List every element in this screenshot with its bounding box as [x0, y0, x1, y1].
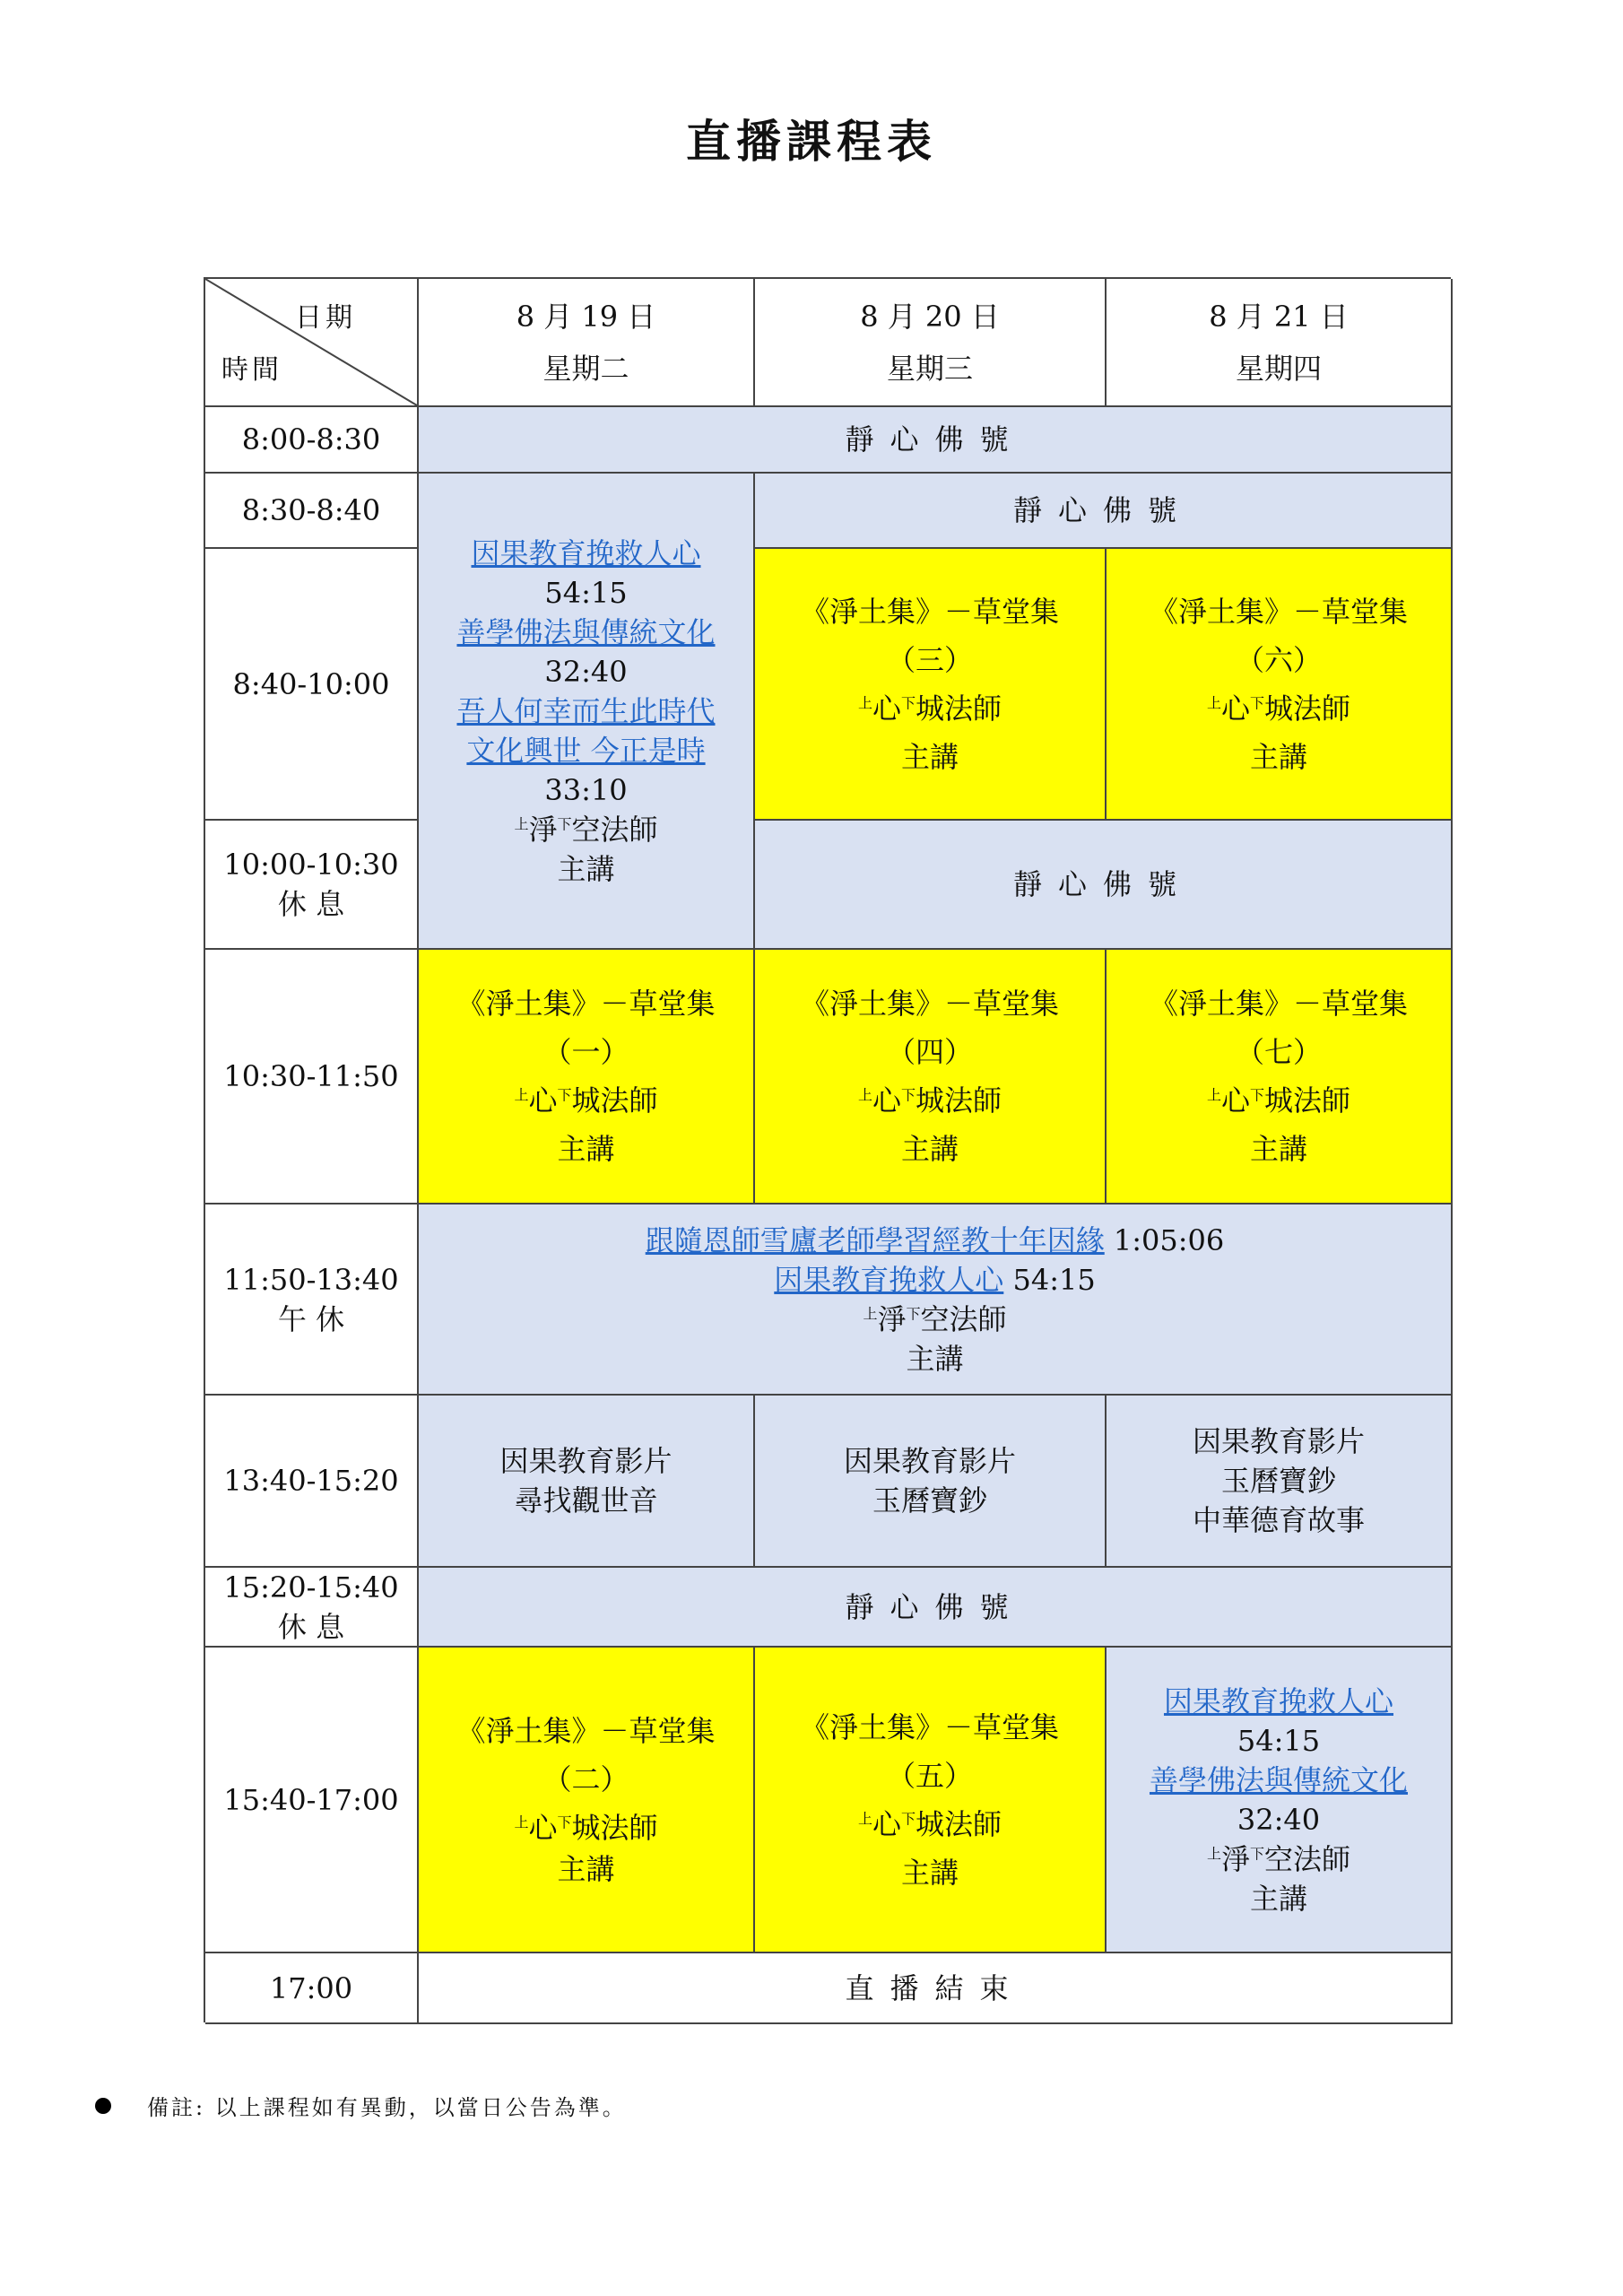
- time-note: 休 息: [277, 887, 345, 921]
- duration: 1:05:06: [1113, 1222, 1225, 1257]
- buddha-recitation-cell: [419, 1568, 1453, 1648]
- buddha-recitation-label: 靜心佛號: [1012, 867, 1193, 901]
- teacher: $^上$心$^下$城法師: [857, 691, 1002, 726]
- film-cell: [1107, 1396, 1453, 1568]
- time-label: 8:40-10:00: [232, 666, 390, 701]
- time-cell: [205, 1568, 419, 1648]
- buddha-recitation-cell: [755, 474, 1453, 549]
- footnote-text: 備註: 以上課程如有異動，以當日公告為準。: [147, 2095, 627, 2120]
- day-header-1: [419, 279, 755, 407]
- time-cell: [205, 1396, 419, 1568]
- film-cell: [755, 1396, 1107, 1568]
- time-label: 13:40-15:20: [223, 1464, 399, 1498]
- time-label: 17:00: [269, 1970, 353, 2005]
- buddha-recitation-label: 靜心佛號: [1012, 493, 1193, 527]
- bullet-icon: [95, 2098, 111, 2114]
- duration: 33:10: [544, 772, 628, 807]
- session-title: 《淨土集》－草堂集: [1149, 594, 1408, 629]
- corner-time-label: 時間: [221, 354, 282, 386]
- teacher: $^上$心$^下$城法師: [514, 1083, 658, 1118]
- video-link[interactable]: 吾人何幸而生此時代: [456, 693, 716, 728]
- schedule-table: [204, 277, 1451, 2022]
- session-title: 《淨土集》－草堂集: [800, 594, 1059, 629]
- lecture-label: 主講: [900, 739, 959, 774]
- buddha-recitation-cell: [755, 821, 1453, 950]
- lecture-label: 主講: [900, 1855, 959, 1890]
- session-part: （三）: [886, 642, 973, 677]
- day-weekday: 星期四: [1235, 351, 1322, 386]
- session-title: 《淨土集》－草堂集: [800, 1709, 1059, 1744]
- session-part: （四）: [886, 1035, 973, 1069]
- session-cell: [419, 950, 755, 1205]
- time-note: 午 休: [277, 1301, 345, 1336]
- session-title: 《淨土集》－草堂集: [456, 987, 716, 1021]
- lecture-cell-col1-morning: [419, 474, 755, 950]
- film-title: 玉曆寶鈔: [1220, 1464, 1336, 1498]
- footnote: [95, 2090, 627, 2121]
- time-label: 15:40-17:00: [223, 1782, 399, 1817]
- film-label: 因果教育影片: [1192, 1424, 1365, 1458]
- time-cell: [205, 821, 419, 950]
- session-cell: [755, 549, 1107, 821]
- session-title: 《淨土集》－草堂集: [1149, 987, 1408, 1021]
- day-header-2: [755, 279, 1107, 407]
- day-weekday: 星期三: [886, 351, 973, 386]
- film-label: 因果教育影片: [499, 1444, 673, 1478]
- teacher: $^上$淨$^下$空法師: [514, 812, 658, 847]
- duration: 54:15: [544, 575, 628, 610]
- film-title: 尋找觀世音: [514, 1483, 658, 1518]
- day-date: 8 月 20 日: [860, 299, 1000, 334]
- time-cell: [205, 407, 419, 474]
- session-cell: [419, 1648, 755, 1953]
- time-cell: [205, 1648, 419, 1953]
- lecture-label: 主講: [900, 1132, 959, 1166]
- video-link[interactable]: 因果教育挽救人心: [1163, 1683, 1393, 1718]
- session-part: （七）: [1235, 1035, 1322, 1069]
- time-label: 10:00-10:30: [223, 848, 399, 882]
- film-title: 玉曆寶鈔: [872, 1483, 987, 1518]
- session-part: （五）: [886, 1758, 973, 1793]
- session-cell: [755, 950, 1107, 1205]
- time-label: 10:30-11:50: [223, 1059, 399, 1093]
- film-title: 中華德育故事: [1192, 1503, 1365, 1537]
- session-part: （一）: [542, 1035, 629, 1069]
- time-cell: [205, 549, 419, 821]
- time-label: 15:20-15:40: [223, 1570, 399, 1605]
- video-link[interactable]: 因果教育挽救人心: [774, 1262, 1004, 1297]
- day-weekday: 星期二: [542, 351, 629, 386]
- corner-date-label: 日期: [295, 302, 356, 334]
- time-label: 8:00-8:30: [241, 422, 381, 457]
- video-link[interactable]: 文化興世 今正是時: [466, 733, 706, 768]
- buddha-recitation-label: 靜心佛號: [845, 1589, 1025, 1624]
- lecture-label: 主講: [1249, 1132, 1307, 1166]
- film-cell: [419, 1396, 755, 1568]
- time-label: 11:50-13:40: [223, 1262, 399, 1297]
- day-date: 8 月 19 日: [516, 299, 656, 334]
- lecture-cell-col3-afternoon: [1107, 1648, 1453, 1953]
- time-cell: [205, 950, 419, 1205]
- session-cell: [1107, 549, 1453, 821]
- teacher: $^上$淨$^下$空法師: [863, 1301, 1007, 1336]
- teacher: $^上$心$^下$城法師: [1206, 1083, 1351, 1118]
- teacher: $^上$心$^下$城法師: [514, 1810, 658, 1845]
- lecture-label: 主講: [1249, 739, 1307, 774]
- buddha-recitation-label: 靜心佛號: [845, 422, 1025, 457]
- video-link[interactable]: 善學佛法與傳統文化: [456, 614, 716, 649]
- buddha-recitation-cell: [419, 407, 1453, 474]
- teacher: $^上$心$^下$城法師: [857, 1083, 1002, 1118]
- session-cell: [1107, 950, 1453, 1205]
- time-cell: [205, 474, 419, 549]
- session-part: （六）: [1235, 642, 1322, 677]
- lecture-label: 主講: [1249, 1881, 1307, 1916]
- duration: 54:15: [1012, 1262, 1096, 1297]
- teacher: $^上$心$^下$城法師: [1206, 691, 1351, 726]
- teacher: $^上$心$^下$城法師: [857, 1806, 1002, 1841]
- day-header-3: [1107, 279, 1453, 407]
- time-cell: [205, 1205, 419, 1396]
- video-link[interactable]: 跟隨恩師雪廬老師學習經教十年因緣: [645, 1222, 1105, 1257]
- lecture-label: 主講: [906, 1341, 964, 1376]
- teacher: $^上$淨$^下$空法師: [1206, 1841, 1351, 1876]
- corner-cell: [205, 279, 419, 407]
- duration: 32:40: [544, 654, 628, 689]
- lecture-label: 主講: [557, 851, 615, 886]
- noon-lecture-cell: [419, 1205, 1453, 1396]
- time-label: 8:30-8:40: [241, 493, 381, 527]
- time-note: 休 息: [277, 1609, 345, 1644]
- session-title: 《淨土集》－草堂集: [456, 1713, 716, 1748]
- duration: 32:40: [1237, 1802, 1321, 1837]
- page-title: 直播課程表: [686, 115, 937, 168]
- film-label: 因果教育影片: [843, 1444, 1016, 1478]
- session-cell: [755, 1648, 1107, 1953]
- video-link[interactable]: 因果教育挽救人心: [471, 535, 701, 570]
- end-label: 直播結束: [845, 1970, 1025, 2005]
- session-title: 《淨土集》－草堂集: [800, 987, 1059, 1021]
- lecture-label: 主講: [557, 1132, 615, 1166]
- duration: 54:15: [1237, 1723, 1321, 1758]
- lecture-label: 主講: [557, 1851, 615, 1886]
- end-cell: [419, 1953, 1453, 2024]
- session-part: （二）: [542, 1761, 629, 1796]
- day-date: 8 月 21 日: [1209, 299, 1349, 334]
- time-cell: [205, 1953, 419, 2024]
- video-link[interactable]: 善學佛法與傳統文化: [1149, 1762, 1408, 1797]
